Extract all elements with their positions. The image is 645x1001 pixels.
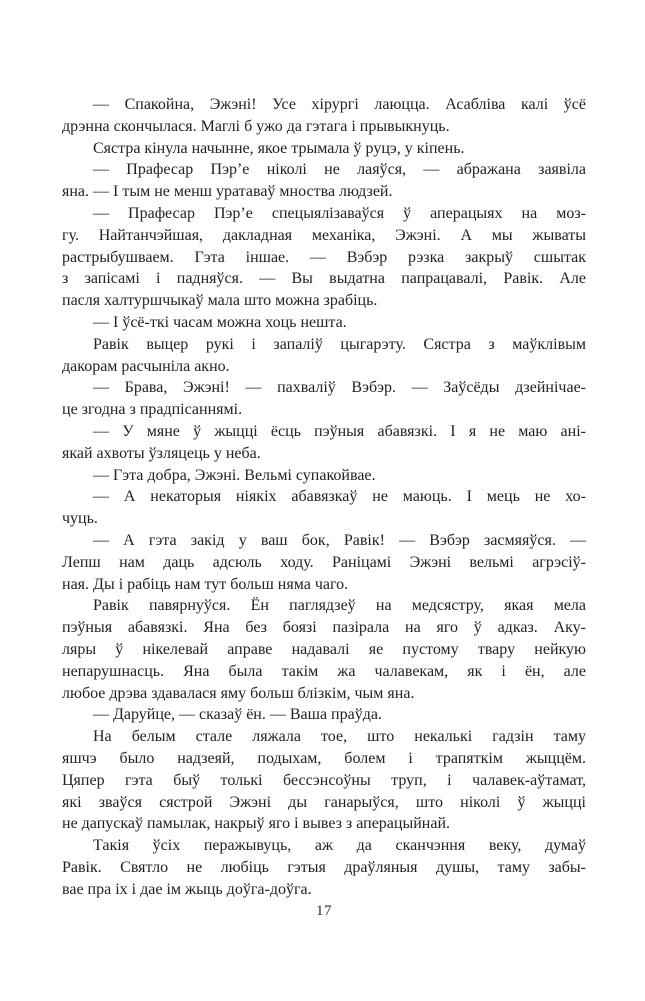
paragraph	[62, 94, 586, 138]
paragraph	[62, 530, 586, 595]
text-line: растрыбушваем. Гэта іншае. — Вэбэр рэзка закрыў сшытак	[62, 248, 586, 266]
text-line: Равік выцер рукі і запаліў цыгарэту. Сястра з маўклівым	[93, 335, 586, 353]
text-line: дакорам расчыніла акно.	[62, 357, 230, 375]
text-line: — Спакойна, Эжэні! Усе хірургі лаюцца. Асабліва калі ўсё	[93, 96, 586, 113]
text-line: пэўныя абавязкі. Яна без боязі пазірала на яго ў адказ. Аку-	[62, 619, 586, 637]
text-line: чуць.	[62, 510, 98, 528]
text-line: любое дрэва здавалася яму больш блізкім, чым яна.	[62, 684, 415, 702]
text-line: — Гэта добра, Эжэні. Вельмі супакойвае.	[93, 466, 376, 484]
text-line: — А гэта закід у ваш бок, Равік! — Вэбэр засмяяўся. —	[93, 531, 586, 549]
paragraph	[62, 377, 586, 421]
text-line: — Брава, Эжэні! — пахваліў Вэбэр. — Заўсёды дзейнічае-	[93, 379, 586, 397]
paragraph	[62, 203, 586, 312]
text-line: яна. — І тым не менш уратаваў мноства людзей.	[62, 183, 393, 201]
paragraph	[62, 312, 586, 334]
text-line: Цяпер гэта быў толькі бессэнсоўны труп, і чалавек-аўтамат,	[62, 771, 586, 789]
text-line: Такія ўсіх перажывуць, аж да сканчэння веку, думаў	[93, 837, 586, 855]
text-line: Сястра кінула начынне, якое трымала ў руцэ, у кіпень.	[93, 139, 465, 157]
text-line: це згодна з прадпісаннямі.	[62, 401, 243, 419]
text-line: дрэнна скончылася. Маглі б ужо да гэтага і прывыкнуць.	[62, 117, 450, 135]
text-line: ляры ў нікелевай аправе надавалі яе пустому твару нейкую	[62, 640, 586, 658]
text-line: — Прафесар Пэр’е ніколі не лаяўся, — абражана заявіла	[93, 161, 586, 179]
text-line: які зваўся сястрой Эжэні ды ганарыўся, што ніколі ў жыцці	[62, 793, 586, 811]
text-line: На белым стале ляжала тое, што некалькі гадзін таму	[93, 728, 586, 746]
text-line: — І ўсё-ткі часам можна хоць нешта.	[93, 313, 347, 331]
paragraph	[62, 334, 586, 378]
paragraph	[62, 704, 586, 726]
paragraph	[62, 465, 586, 487]
text-line: — А некаторыя ніякіх абавязкаў не маюць. І мець не хо-	[93, 488, 586, 506]
text-line: — Даруйце, — сказаў ён. — Ваша праўда.	[93, 706, 382, 724]
text-line: не дапускаў памылак, накрыў яго і вывез з аперацыйнай.	[62, 815, 451, 833]
page-number: 17	[316, 903, 332, 919]
paragraph	[62, 138, 586, 160]
text-line: — У мяне ў жыцці ёсць пэўныя абавязкі. І я не маю ані-	[93, 422, 586, 440]
text-line: ная. Ды і рабіць нам тут больш няма чаго.	[62, 575, 349, 593]
paragraph	[62, 595, 586, 704]
text-line: — Прафесар Пэр’е спецыялізаваўся ў аперацыях на моз-	[93, 204, 586, 222]
text-line: пасля халтуршчыкаў мала што можна зрабіць.	[62, 292, 378, 310]
text-line: гу. Найтанчэйшая, дакладная механіка, Эжэні. А мы жываты	[62, 226, 586, 244]
paragraph	[62, 726, 586, 835]
text-block	[62, 94, 586, 900]
text-line: з запісамі і падняўся. — Вы выдатна папрацавалі, Равік. Але	[62, 270, 586, 288]
paragraph	[62, 486, 586, 530]
text-line: якай ахвоты ўзляцець у неба.	[62, 444, 261, 462]
text-line: непарушнасць. Яна была такім жа чалавекам, як і ён, але	[62, 662, 586, 680]
paragraph	[62, 159, 586, 203]
paragraph	[62, 835, 586, 900]
text-line: Лепш нам даць адсюль ходу. Раніцамі Эжэні вельмі агрэсіў-	[62, 553, 586, 571]
text-line: Равік. Святло не любіць гэтыя драўляныя душы, таму забы-	[62, 858, 586, 876]
text-line: вае пра іх і дае ім жыць доўга-доўга.	[62, 880, 312, 898]
paragraph	[62, 421, 586, 465]
text-line: яшчэ было надзеяй, подыхам, болем і трапяткім жыццём.	[62, 749, 586, 767]
text-line: Равік павярнуўся. Ён паглядзеў на медсястру, якая мела	[93, 597, 586, 615]
